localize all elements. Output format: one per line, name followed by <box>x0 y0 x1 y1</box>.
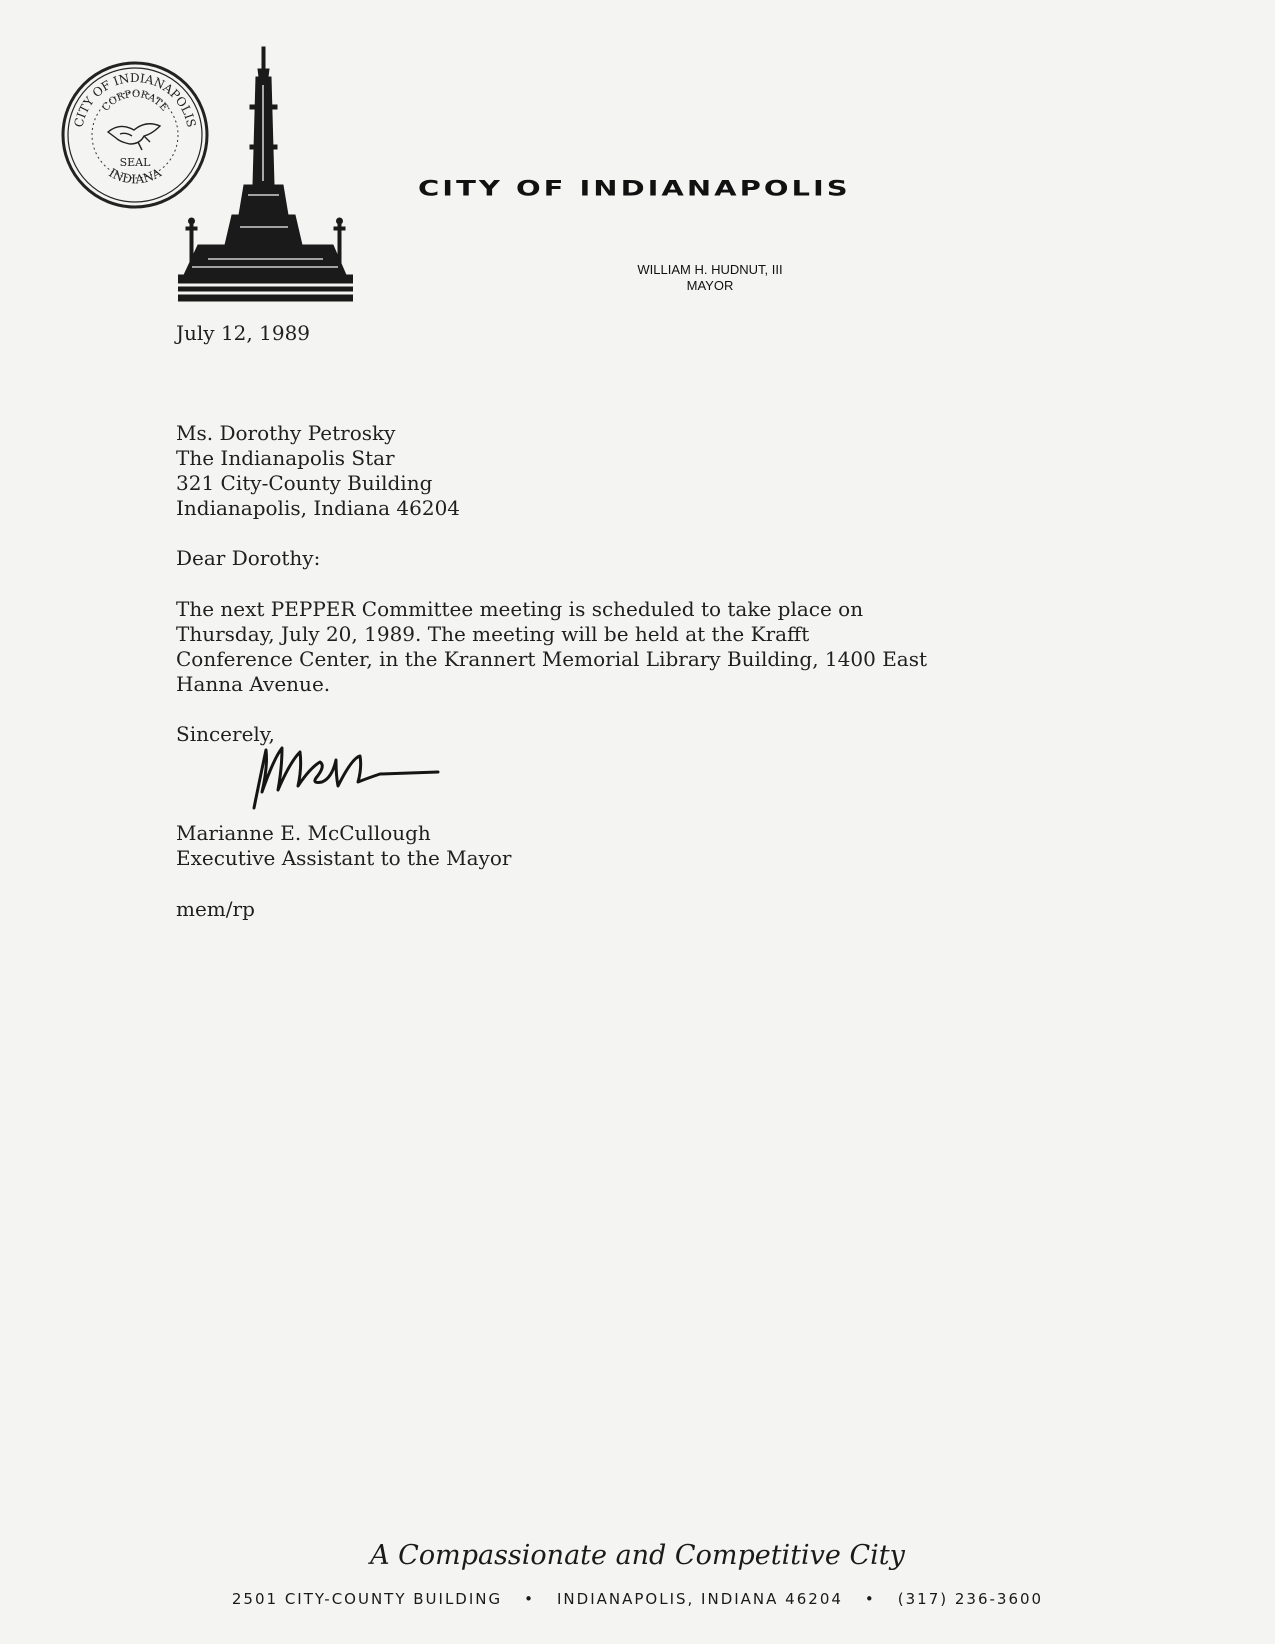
body-paragraph <box>176 597 927 697</box>
mayor-name: WILLIAM H. HUDNUT, III <box>637 262 783 277</box>
mayor-block <box>590 262 830 294</box>
body-line: Hanna Avenue. <box>176 672 331 696</box>
letter-date: July 12, 1989 <box>176 321 311 345</box>
eagle-icon <box>108 124 160 150</box>
handwritten-signature <box>240 738 460 818</box>
footer-phone: (317) 236-3600 <box>897 1590 1044 1608</box>
separator-dot: • <box>864 1590 876 1608</box>
signer-block <box>176 821 511 871</box>
recipient-street: 321 City-County Building <box>176 471 433 495</box>
reference-initials: mem/rp <box>176 897 255 921</box>
footer-address-line <box>0 1590 1275 1608</box>
seal-inner-top: CORPORATE <box>100 88 170 114</box>
signer-title: Executive Assistant to the Mayor <box>176 846 512 870</box>
salutation: Dear Dorothy: <box>176 546 321 570</box>
monument-icon <box>178 45 353 307</box>
body-line: Conference Center, in the Krannert Memorial Library Building, 1400 East <box>176 647 928 671</box>
body-line: The next PEPPER Committee meeting is scheduled to take place on <box>176 597 864 621</box>
recipient-address <box>176 421 460 521</box>
signer-name: Marianne E. McCullough <box>176 821 431 845</box>
recipient-organization: The Indianapolis Star <box>176 446 395 470</box>
recipient-name: Ms. Dorothy Petrosky <box>176 421 396 445</box>
city-motto: A Compassionate and Competitive City <box>370 1540 905 1571</box>
seal-outer-text: CITY OF INDIANAPOLIS <box>71 70 199 129</box>
footer-city-state-zip: INDIANAPOLIS, INDIANA 46204 <box>557 1590 843 1608</box>
separator-dot: • <box>524 1590 535 1608</box>
svg-text:CORPORATE <box>100 89 169 114</box>
city-letterhead-title: CITY OF INDIANAPOLIS <box>418 176 851 201</box>
closing: Sincerely, <box>176 722 275 746</box>
seal-state-text: INDIANA <box>106 165 164 187</box>
recipient-city: Indianapolis, Indiana 46204 <box>176 496 461 520</box>
footer-address: 2501 CITY-COUNTY BUILDING <box>231 1590 503 1608</box>
body-line: Thursday, July 20, 1989. The meeting will be held at the Krafft <box>176 622 810 646</box>
mayor-title: MAYOR <box>686 278 734 293</box>
seal-inner-bottom: SEAL <box>119 156 151 169</box>
